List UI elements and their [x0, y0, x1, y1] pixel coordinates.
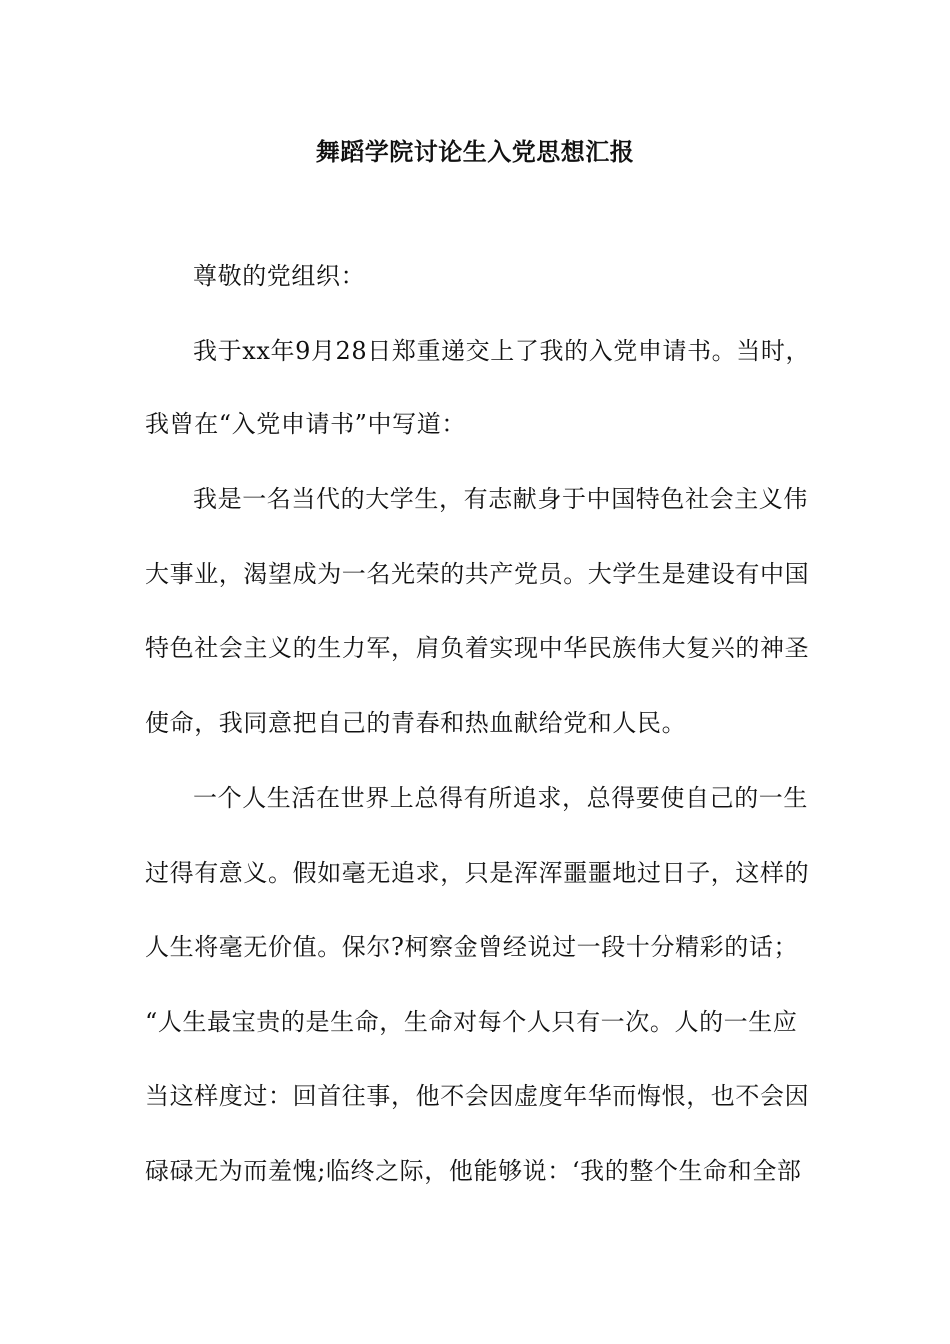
paragraph-line: 特色社会主义的生力军，肩负着实现中华民族伟大复兴的神圣 — [145, 634, 810, 662]
salutation-line: 尊敬的党组织： — [193, 262, 366, 290]
paragraph-line: 我于xx年9月28日郑重递交上了我的入党申请书。当时， — [193, 337, 811, 365]
paragraph-line: 大事业，渴望成为一名光荣的共产党员。大学生是建设有中国 — [145, 560, 810, 588]
paragraph-line: 一个人生活在世界上总得有所追求，总得要使自己的一生 — [193, 784, 808, 812]
paragraph-line: “人生最宝贵的是生命，生命对每个人只有一次。人的一生应 — [145, 1008, 798, 1036]
document-title: 舞蹈学院讨论生入党思想汇报 — [315, 138, 635, 166]
paragraph-line: 人生将毫无价值。保尔?柯察金曾经说过一段十分精彩的话； — [145, 933, 799, 961]
paragraph-line: 过得有意义。假如毫无追求，只是浑浑噩噩地过日子，这样的 — [145, 859, 810, 887]
paragraph-line: 我是一名当代的大学生，有志献身于中国特色社会主义伟 — [193, 485, 808, 513]
paragraph-line: 当这样度过：回首往事，他不会因虚度年华而悔恨，也不会因 — [145, 1082, 810, 1110]
paragraph-line: 使命，我同意把自己的青春和热血献给党和人民。 — [145, 709, 687, 737]
paragraph-line: 我曾在“入党申请书”中写道： — [145, 410, 466, 438]
paragraph-line: 碌碌无为而羞愧;临终之际，他能够说：‘我的整个生命和全部 — [145, 1157, 802, 1185]
